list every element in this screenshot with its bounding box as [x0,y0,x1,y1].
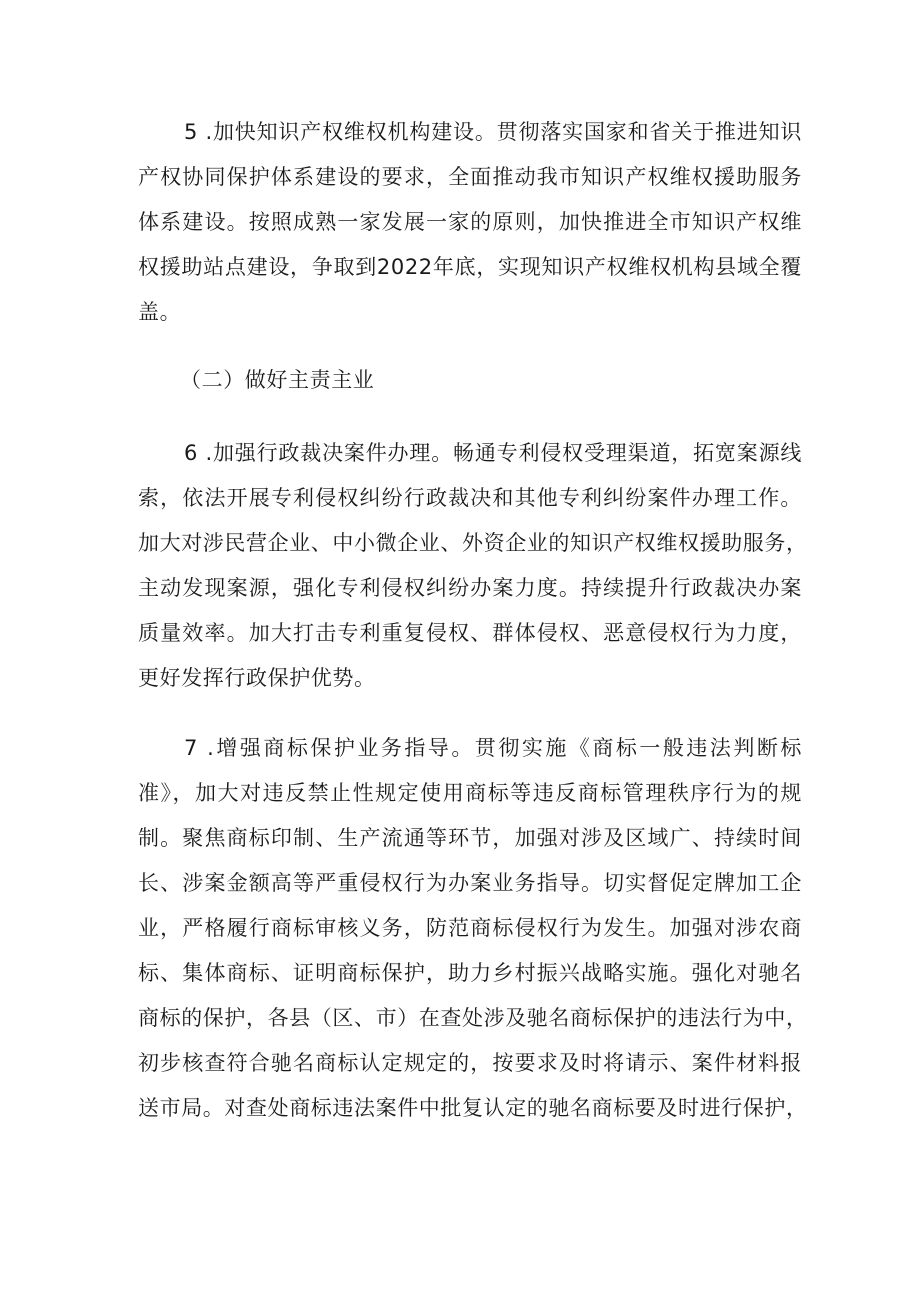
paragraph-6-line-2: 索，依法开展专利侵权纠纷行政裁决和其他专利纠纷案件办理工作。 [138,486,802,510]
paragraph-7-line-4: 长、涉案金额高等严重侵权行为办案业务指导。切实督促定牌加工企 [138,871,802,895]
paragraph-6-line-3: 加大对涉民营企业、中小微企业、外资企业的知识产权维权援助服务， [138,531,808,555]
section-heading: （二）做好主责主业 [180,368,375,392]
paragraph-7-line-9: 送市局。对查处商标违法案件中批复认定的驰名商标要及时进行保护， [138,1096,808,1120]
paragraph-6-line-6: 更好发挥行政保护优势。 [138,666,376,690]
paragraph-7-line-8: 初步核查符合驰名商标认定规定的，按要求及时将请示、案件材料报 [138,1051,802,1075]
paragraph-7-line-2: 准》，加大对违反禁止性规定使用商标等违反商标管理秩序行为的规 [138,781,802,805]
paragraph-7-line-7: 商标的保护，各县（区、市）在查处涉及驰名商标保护的违法行为中， [138,1006,808,1030]
paragraph-7-line-5: 业，严格履行商标审核义务，防范商标侵权行为发生。加强对涉农商 [138,916,802,940]
paragraph-5-line-4: 权援助站点建设，争取到2022年底，实现知识产权维权机构县域全覆 [138,255,802,279]
paragraph-6-line-4: 主动发现案源，强化专利侵权纠纷办案力度。持续提升行政裁决办案 [138,576,802,600]
paragraph-7-line-3: 制。聚焦商标印制、生产流通等环节，加强对涉及区域广、持续时间 [138,826,802,850]
paragraph-5-line-1: 5 .加快知识产权维权机构建设。贯彻落实国家和省关于推进知识 [184,120,802,144]
paragraph-5-line-2: 产权协同保护体系建设的要求，全面推动我市知识产权维权援助服务 [138,165,802,189]
paragraph-7-line-6: 标、集体商标、证明商标保护，助力乡村振兴战略实施。强化对驰名 [138,961,802,985]
paragraph-7-line-1: 7 .增强商标保护业务指导。贯彻实施《商标一般违法判断标 [184,736,802,760]
paragraph-5-line-5: 盖。 [138,300,182,324]
paragraph-5-line-3: 体系建设。按照成熟一家发展一家的原则，加快推进全市知识产权维 [138,210,802,234]
paragraph-6-line-5: 质量效率。加大打击专利重复侵权、群体侵权、恶意侵权行为力度， [138,621,802,645]
paragraph-6-line-1: 6 .加强行政裁决案件办理。畅通专利侵权受理渠道，拓宽案源线 [184,441,802,465]
